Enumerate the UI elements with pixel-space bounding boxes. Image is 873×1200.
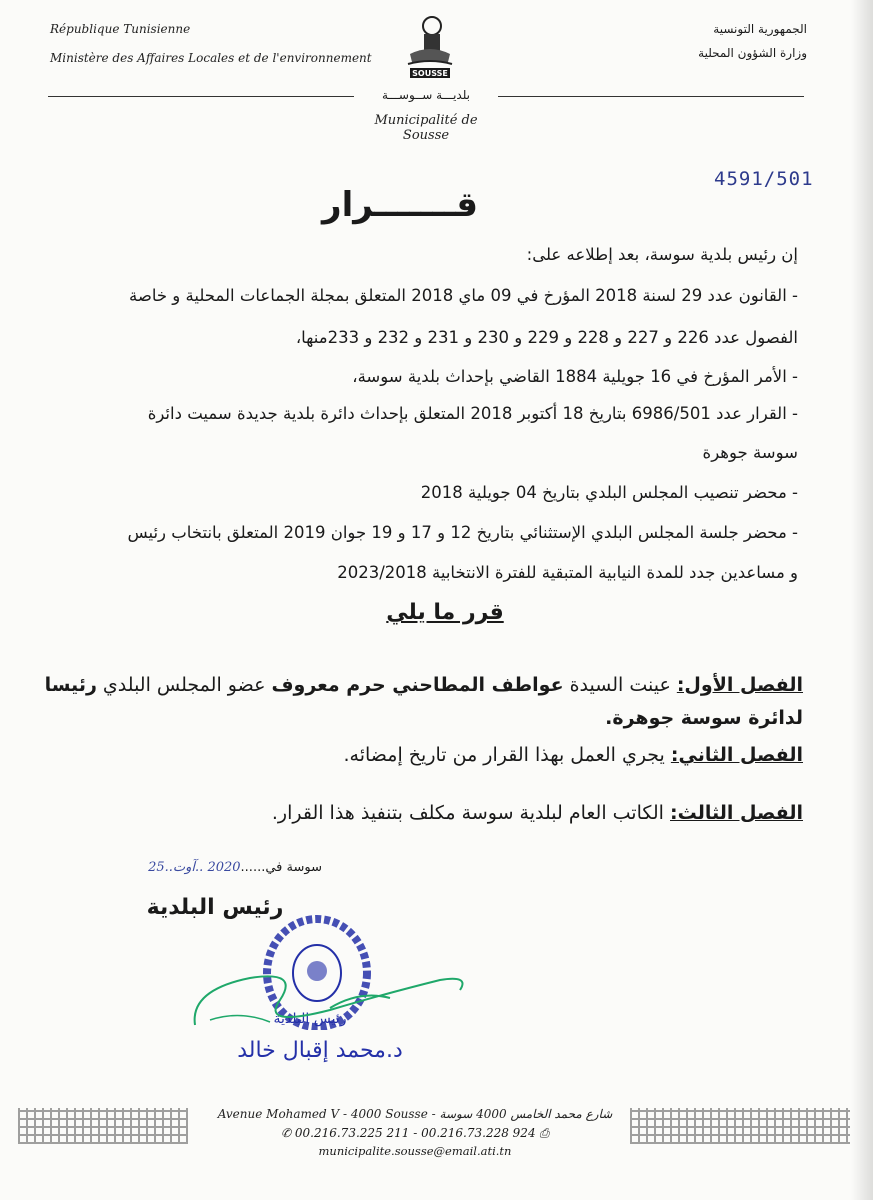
footer-email: municipalite.sousse@email.ati.tn [318,1144,512,1158]
consideration-line: و مساعدين جدد للمدة النيابية المتبقية للفترة الانتخابية 2023/2018 [337,563,798,582]
header-rule-right [498,96,804,97]
header-rule-left [48,96,354,97]
article-2 [63,744,803,766]
article-1-name: عواطف المطاحني حرم معروف [271,674,564,696]
intro-text: إن رئيس بلدية سوسة، بعد إطلاعه على: [526,245,798,264]
sousse-logo [402,14,458,80]
decision-heading: قرر ما يلي [386,600,504,625]
footer-address: Avenue Mohamed V - 4000 Sousse - شارع محمد الخامس 4000 سوسة [217,1107,613,1121]
document-title: قـــــــرار [322,185,478,225]
page-edge-shadow [851,0,873,1200]
place-date-label: سوسة في...... [240,860,322,875]
article-3-label: الفصل الثالث: [670,802,803,824]
header-fr-line2: Ministère des Affaires Locales et de l'environnement [50,51,372,65]
article-1-role: رئيسا [44,674,97,696]
handwritten-date: 2020 ..آوت..25 [148,860,241,875]
president-title: رئيس البلدية [146,895,284,920]
article-2-label: الفصل الثاني: [670,744,803,766]
article-2-text: يجري العمل بهذا القرار من تاريخ إمضائه. [343,744,671,766]
article-1-text-b: عضو المجلس البلدي [96,674,272,696]
consideration-line: - القانون عدد 29 لسنة 2018 المؤرخ في 09 ماي 2018 المتعلق بمجلة الجماعات المحلية و خاصة [128,286,798,305]
phone-icon: ✆ [281,1126,295,1140]
municipality-fr: Municipalité de Sousse [374,113,478,143]
consideration-line: - الأمر المؤرخ في 16 جويلية 1884 القاضي بإحداث بلدية سوسة، [352,367,798,386]
svg-text:SOUSSE: SOUSSE [412,69,448,78]
consideration-line: - محضر جلسة المجلس البلدي الإستثنائي بتاريخ 12 و 17 و 19 جوان 2019 المتعلق بانتخاب رئيس [127,523,798,542]
consideration-line: الفصول عدد 226 و 227 و 228 و 229 و 230 و 231 و 232 و 233منها، [295,328,798,347]
consideration-line: - محضر تنصيب المجلس البلدي بتاريخ 04 جويلية 2018 [420,483,798,502]
handwritten-signature [180,950,480,1050]
fax-icon: ⎙ [535,1126,549,1140]
signer-name: د.محمد إقبال خالد [237,1038,403,1063]
header-ar-line1: الجمهورية التونسية [713,22,807,36]
header-fr-line1: République Tunisienne [50,22,191,36]
article-3 [63,802,803,824]
footer-ornament-left [18,1108,188,1144]
municipality-ar: بلديـــة ســوســـة [381,88,471,102]
footer-ornament-right [630,1108,850,1144]
consideration-line: - القرار عدد 6986/501 بتاريخ 18 أكتوبر 2018 المتعلق بإحداث دائرة بلدية جديدة سميت دائرة [147,404,798,423]
article-1-label: الفصل الأول: [676,674,803,696]
article-1-line2: لدائرة سوسة جوهرة. [605,707,803,729]
article-1 [44,674,803,696]
consideration-line: سوسة جوهرة [702,443,798,462]
header-ar-line2: وزارة الشؤون المحلية [698,46,807,60]
article-1-text-a: عينت السيدة [563,674,677,696]
footer-phones: ✆ 00.216.73.225 211 - 00.216.73.228 924 ⎙ [281,1126,549,1140]
place-date [112,860,322,875]
reference-number: 4591/501 [714,168,814,190]
article-3-text: الكاتب العام لبلدية سوسة مكلف بتنفيذ هذا القرار. [271,802,670,824]
svg-text:رئيس البلدية: رئيس البلدية [273,1011,347,1027]
